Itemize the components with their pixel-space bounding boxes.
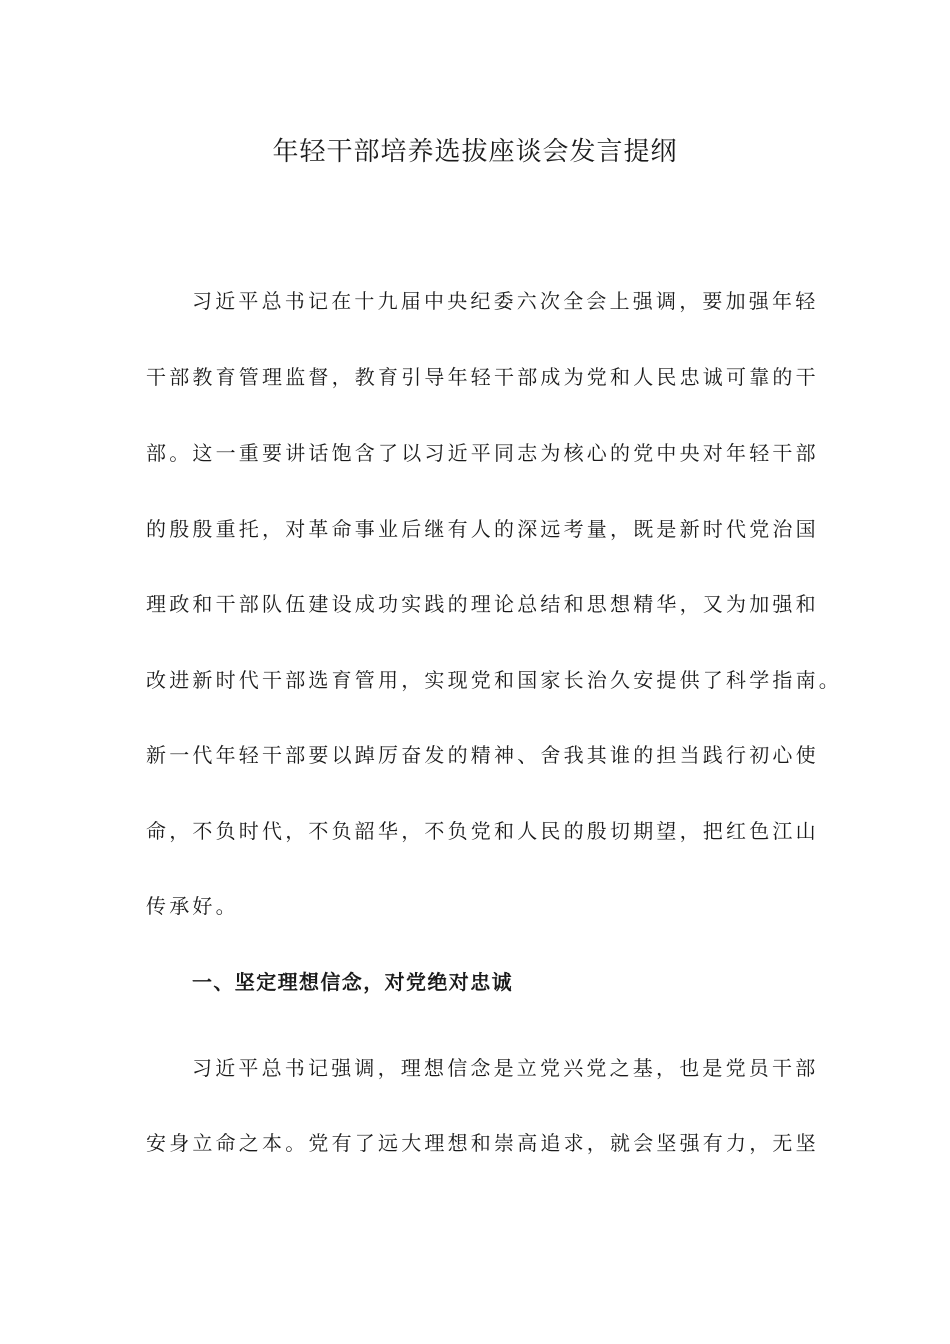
section-heading: 一、坚定理想信念，对党绝对忠诚 — [192, 970, 513, 994]
document-title: 年轻干部培养选拔座谈会发言提纲 — [272, 137, 678, 167]
paragraph-line: 安身立命之本。党有了远大理想和崇高追求，就会坚强有力，无坚 — [146, 1131, 819, 1155]
paragraph-line: 的殷殷重托，对革命事业后继有人的深远考量，既是新时代党治国 — [146, 517, 819, 541]
paragraph-line: 新一代年轻干部要以踔厉奋发的精神、舍我其谁的担当践行初心使 — [146, 743, 819, 767]
paragraph-line: 部。这一重要讲话饱含了以习近平同志为核心的党中央对年轻干部 — [146, 441, 819, 465]
paragraph-line: 命，不负时代，不负韶华，不负党和人民的殷切期望，把红色江山 — [146, 819, 819, 843]
paragraph-line: 习近平总书记强调，理想信念是立党兴党之基，也是党员干部 — [192, 1056, 819, 1080]
paragraph-line: 干部教育管理监督，教育引导年轻干部成为党和人民忠诚可靠的干 — [146, 365, 819, 389]
paragraph-line: 习近平总书记在十九届中央纪委六次全会上强调，要加强年轻 — [192, 289, 819, 313]
paragraph-line: 改进新时代干部选育管用，实现党和国家长治久安提供了科学指南。 — [146, 668, 842, 692]
paragraph-line: 理政和干部队伍建设成功实践的理论总结和思想精华，又为加强和 — [146, 592, 819, 616]
paragraph-line: 传承好。 — [146, 894, 239, 918]
